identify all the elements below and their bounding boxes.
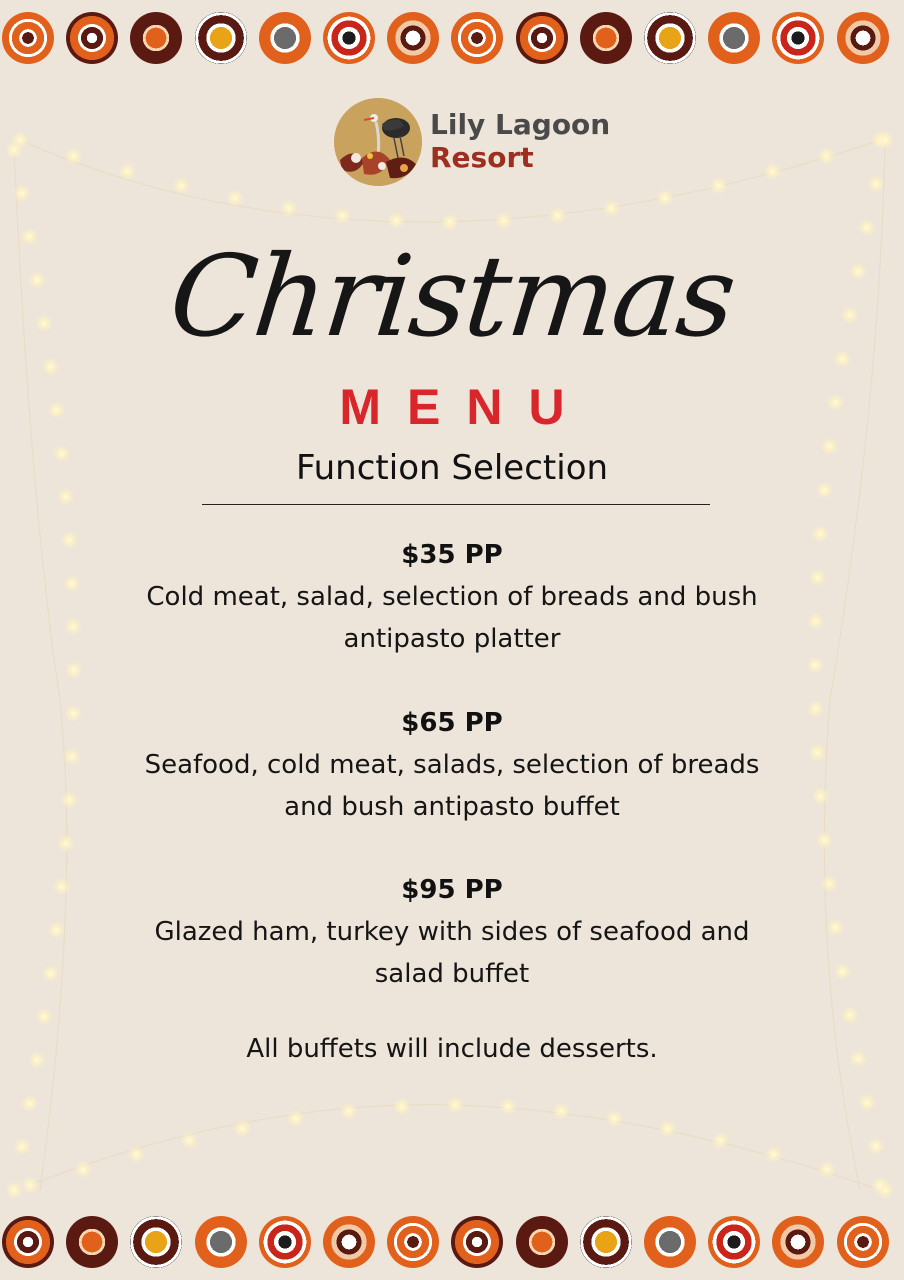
dot-circle-icon [259,1216,311,1268]
dot-circle-icon [387,1216,439,1268]
dot-circle-icon [2,12,54,64]
light-bulb-icon [287,1109,305,1127]
dot-circle-icon [66,1216,118,1268]
brand-name-line2: Resort [430,141,534,174]
dot-circle-icon [451,1216,503,1268]
tier-price: $95 PP [401,875,503,905]
light-bulb-icon [280,199,298,217]
light-bulb-icon [815,831,833,849]
dot-circle-icon [130,12,182,64]
light-bulb-icon [817,147,835,165]
light-bulb-icon [710,177,728,195]
light-bulb-icon [867,175,885,193]
light-bulb-icon [35,1008,53,1026]
light-bulb-icon [119,162,137,180]
function-selection-subtitle: Function Selection [295,448,609,488]
heading-divider [202,504,710,505]
menu-title: MENU [339,379,591,435]
dot-circle-icon [2,1216,54,1268]
menu-tier-35 [0,538,904,660]
light-bulb-icon [393,1098,411,1116]
light-bulb-icon [876,131,894,149]
dot-circle-icon [580,1216,632,1268]
dot-circle-icon [130,1216,182,1268]
light-bulb-icon [552,1102,570,1120]
dot-circle-icon [644,12,696,64]
dot-circle-icon [516,12,568,64]
light-bulb-icon [602,199,620,217]
light-bulb-icon [387,211,405,229]
light-bulb-icon [441,213,459,231]
light-bulb-icon [234,1119,252,1137]
light-bulb-icon [334,207,352,225]
light-bulb-icon [21,1094,39,1112]
dot-circle-icon [195,1216,247,1268]
light-bulb-icon [867,1137,885,1155]
tier-price: $35 PP [401,540,503,570]
tier-description: Cold meat, salad, selection of breads and bush antipasto platter [146,582,758,654]
light-bulb-icon [818,1160,836,1178]
light-bulb-icon [65,147,83,165]
light-bulb-icon [858,1094,876,1112]
light-bulb-icon [13,184,31,202]
light-bulb-icon [127,1145,145,1163]
dot-circle-icon [387,12,439,64]
light-bulb-icon [499,1098,517,1116]
light-bulb-icon [340,1102,358,1120]
dot-circle-icon [323,12,375,64]
light-bulb-icon [21,1176,39,1194]
dot-circle-icon [66,12,118,64]
light-bulb-icon [549,207,567,225]
dot-circle-icon [837,12,889,64]
light-bulb-icon [659,1119,677,1137]
light-bulb-icon [656,189,674,207]
light-bulb-icon [5,1181,23,1199]
bird-on-lilies-icon [334,98,422,186]
christmas-script-title: Christmas [164,232,740,362]
light-bulb-icon [446,1096,464,1114]
light-bulb-icon [841,1006,859,1024]
light-bulb-icon [764,162,782,180]
dot-circle-icon [323,1216,375,1268]
light-bulb-icon [495,211,513,229]
light-bulb-icon [226,189,244,207]
dot-circle-icon [580,12,632,64]
dot-circle-icon [195,12,247,64]
light-bulb-icon [57,834,75,852]
light-bulb-icon [871,1176,889,1194]
light-bulb-icon [712,1132,730,1150]
dot-circle-icon [772,1216,824,1268]
menu-tier-65 [0,706,904,828]
brand-name-line1: Lily Lagoon [430,108,611,141]
dot-circle-icon [259,12,311,64]
top-dot-border [0,12,904,68]
brand-logo [334,98,614,188]
tier-description: Seafood, cold meat, salads, selection of breads and bush antipasto buffet [144,750,760,822]
dot-circle-icon [708,1216,760,1268]
menu-tier-95 [0,873,904,995]
bottom-dot-border [0,1216,904,1272]
light-bulb-icon [74,1160,92,1178]
dot-circle-icon [516,1216,568,1268]
light-bulb-icon [765,1145,783,1163]
light-bulb-icon [605,1109,623,1127]
dot-circle-icon [644,1216,696,1268]
light-bulb-icon [65,661,83,679]
brand-name [430,108,610,174]
dot-circle-icon [708,12,760,64]
light-bulb-icon [13,1138,31,1156]
light-bulb-icon [180,1132,198,1150]
dot-circle-icon [451,12,503,64]
light-bulb-icon [57,488,75,506]
desserts-note: All buffets will include desserts. [246,1034,658,1064]
dot-circle-icon [837,1216,889,1268]
tier-description: Glazed ham, turkey with sides of seafood and salad buffet [154,917,750,989]
tier-price: $65 PP [401,708,503,738]
light-bulb-icon [172,177,190,195]
dot-circle-icon [772,12,824,64]
light-bulb-icon [5,141,23,159]
